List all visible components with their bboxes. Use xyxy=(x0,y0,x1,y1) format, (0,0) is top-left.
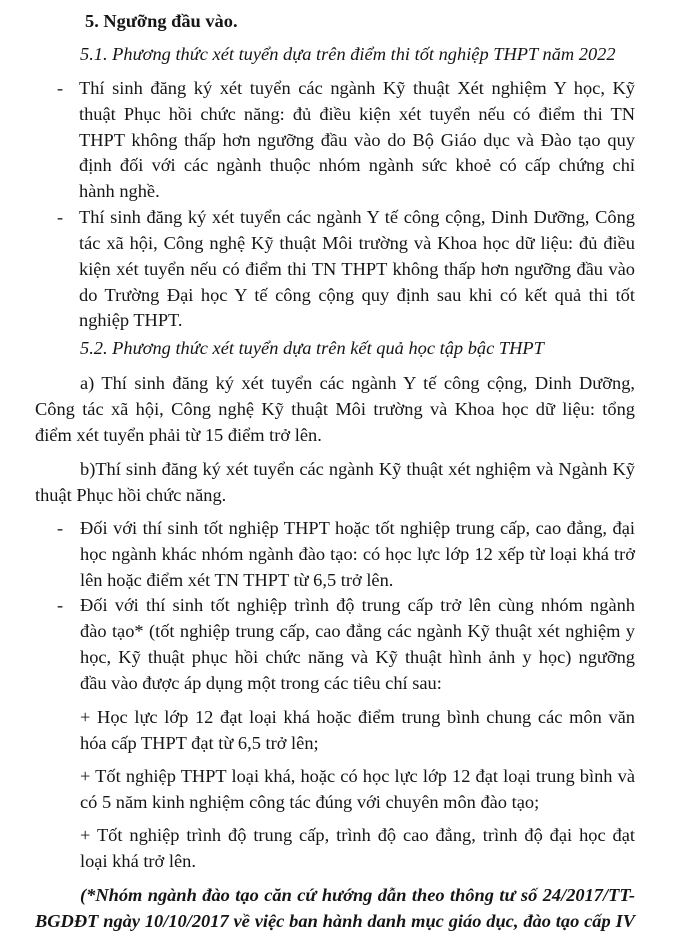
bullet-1-line: thuật Phục hồi chức năng: đủ điều kiện xét tuyển nếu có điểm thi TN xyxy=(79,104,635,124)
section-heading: 5. Ngưỡng đầu vào. xyxy=(85,11,238,31)
bullet-2-line: nghiệp THPT. xyxy=(79,310,183,330)
criterion-1-line: hóa cấp THPT đạt từ 6,5 trở lên; xyxy=(80,733,319,753)
bullet-3-line: lên hoặc điểm xét TN THPT từ 6,5 trở lên. xyxy=(80,570,394,590)
bullet-dash: - xyxy=(57,207,64,227)
bullet-4-line: Đối với thí sinh tốt nghiệp trình độ trung cấp trở lên cùng nhóm ngành xyxy=(80,595,635,615)
bullet-dash: - xyxy=(57,518,64,538)
bullet-4-line: đào tạo* (tốt nghiệp trung cấp, cao đẳng các ngành Kỹ thuật xét nghiệm y xyxy=(80,621,635,641)
subsection-title-5-1: 5.1. Phương thức xét tuyển dựa trên điểm thi tốt nghiệp THPT năm 2022 xyxy=(80,44,616,64)
bullet-2-line: do Trường Đại học Y tế công cộng quy định sau khi có kết quả thi tốt xyxy=(79,285,635,305)
criterion-3-line: loại khá trở lên. xyxy=(80,851,196,871)
criterion-2-line: có 5 năm kinh nghiệm công tác đúng với chuyên môn đào tạo; xyxy=(80,792,540,812)
paragraph-a-line: a) Thí sinh đăng ký xét tuyển các ngành Y tế công cộng, Dinh Dưỡng, xyxy=(80,373,635,393)
bullet-dash: - xyxy=(57,78,64,98)
bullet-1-line: Thí sinh đăng ký xét tuyển các ngành Kỹ thuật Xét nghiệm Y học, Kỹ xyxy=(79,78,635,98)
bullet-1-line: hành nghề. xyxy=(79,181,160,201)
bullet-3-line: Đối với thí sinh tốt nghiệp THPT hoặc tốt nghiệp trung cấp, cao đẳng, đại xyxy=(80,518,635,538)
bullet-2-line: Thí sinh đăng ký xét tuyển các ngành Y tế công cộng, Dinh Dưỡng, Công xyxy=(79,207,635,227)
bullet-4-line: học, Kỹ thuật phục hồi chức năng và Kỹ thuật hình ảnh y học) ngưỡng xyxy=(80,647,635,667)
bullet-4-line: đầu vào được áp dụng một trong các tiêu chí sau: xyxy=(80,673,442,693)
criterion-3-line: + Tốt nghiệp trình độ trung cấp, trình độ cao đẳng, trình độ đại học đạt xyxy=(80,825,635,845)
bullet-2-line: kiện xét tuyển nếu có điểm thi TN THPT không thấp hơn ngưỡng đầu vào xyxy=(79,259,635,279)
footnote-line: BGDĐT ngày 10/10/2017 về việc ban hành danh mục giáo dục, đào tạo cấp IV xyxy=(35,911,635,931)
paragraph-b-line: thuật Phục hồi chức năng. xyxy=(35,485,227,505)
criterion-2-line: + Tốt nghiệp THPT loại khá, hoặc có học lực lớp 12 đạt loại trung bình và xyxy=(80,766,635,786)
subsection-title-5-2: 5.2. Phương thức xét tuyển dựa trên kết quả học tập bậc THPT xyxy=(80,338,544,358)
criterion-1-line: + Học lực lớp 12 đạt loại khá hoặc điểm trung bình chung các môn văn xyxy=(80,707,635,727)
bullet-dash: - xyxy=(57,595,64,615)
bullet-2-line: tác xã hội, Công nghệ Kỹ thuật Môi trường và Khoa học dữ liệu: đủ điều xyxy=(79,233,635,253)
paragraph-a-line: Công tác xã hội, Công nghệ Kỹ thuật Môi trường và Khoa học dữ liệu: tổng xyxy=(35,399,635,419)
footnote-line: (*Nhóm ngành đào tạo căn cứ hướng dẫn theo thông tư số 24/2017/TT- xyxy=(80,885,635,905)
bullet-1-line: định đối với các ngành thuộc nhóm ngành sức khoẻ có cấp chứng chỉ xyxy=(79,155,635,175)
paragraph-b-line: b)Thí sinh đăng ký xét tuyển các ngành Kỹ thuật xét nghiệm và Ngành Kỹ xyxy=(80,459,635,479)
paragraph-a-line: điểm xét tuyển phải từ 15 điểm trở lên. xyxy=(35,425,322,445)
bullet-3-line: học ngành khác nhóm ngành đào tạo: có học lực lớp 12 xếp từ loại khá trở xyxy=(80,544,635,564)
bullet-1-line: THPT không thấp hơn ngưỡng đầu vào do Bộ Giáo dục và Đào tạo quy xyxy=(79,130,635,150)
